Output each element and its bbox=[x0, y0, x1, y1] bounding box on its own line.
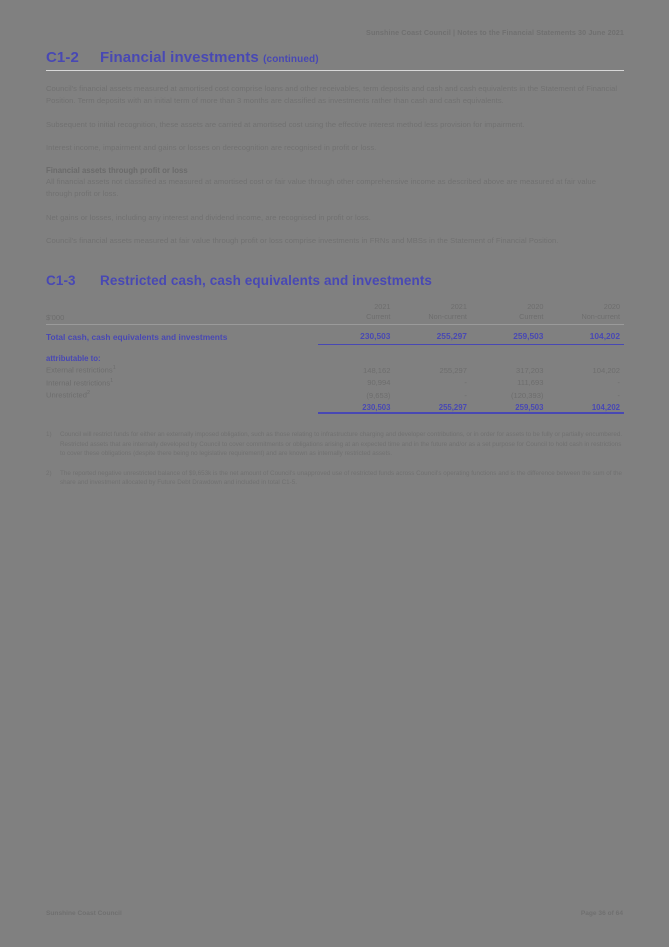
footnote-2-marker: 2) bbox=[46, 469, 52, 477]
grand-total-2021-current: 230,503 bbox=[318, 401, 394, 413]
table-row-grand-total bbox=[46, 401, 624, 413]
table-row-total bbox=[46, 324, 624, 345]
cell-external-2021-current: 148,162 bbox=[363, 365, 391, 375]
row-label-text: Internal restrictions bbox=[46, 378, 111, 388]
header-period: Non-current bbox=[581, 311, 620, 321]
section-number-c1-2: C1-2 bbox=[46, 49, 79, 66]
table-unit-label: $'000 bbox=[46, 302, 318, 324]
footnote-marker: 1 bbox=[110, 377, 114, 384]
row-total-2020-noncurrent: 104,202 bbox=[547, 324, 624, 345]
row-label-text: Unrestricted bbox=[46, 390, 87, 400]
grand-total-2020-current: 259,503 bbox=[471, 401, 548, 413]
row-label-unrestricted bbox=[46, 389, 318, 402]
table-header-2020-current bbox=[471, 302, 548, 324]
section-title-text-c1-2: Financial investments bbox=[100, 49, 259, 66]
table-row bbox=[46, 364, 624, 377]
subheading-fvtpl: Financial assets through profit or loss bbox=[46, 166, 188, 176]
grand-total-2020-noncurrent: 104,202 bbox=[547, 401, 624, 413]
section-heading-c1-2 bbox=[46, 49, 624, 66]
table-row bbox=[46, 389, 624, 402]
cell-external-2020-noncurrent: 104,202 bbox=[592, 365, 620, 375]
cell-internal-2020-noncurrent: - bbox=[617, 378, 620, 388]
cell-internal-2021-current: 90,994 bbox=[367, 378, 391, 388]
row-label-external-restrictions bbox=[46, 364, 318, 377]
header-year: 2021 bbox=[374, 302, 391, 312]
section-continued-label: (continued) bbox=[263, 54, 319, 65]
footnote-1-text: Council will restrict funds for either an externally imposed obligation, such as those relating to infrastructure charging and developer contributions, or in order for assets to be fully or partially encumbered. Restricted assets that are internally developed by Council to cover commitments or obligations arising at an expected time and in the future and/or as a set purpose for Council to hold cash in restrictions to cover these obligations (despite there being no legislative requirement) and are known as internally restricted assets. bbox=[60, 431, 623, 458]
cell-external-2020-current: 317,203 bbox=[516, 365, 544, 375]
running-header: Sunshine Coast Council | Notes to the Financial Statements 30 June 2021 bbox=[366, 28, 624, 37]
header-year: 2020 bbox=[603, 302, 620, 312]
header-period: Current bbox=[366, 311, 391, 321]
page-content bbox=[46, 28, 624, 498]
row-total-2021-current: 230,503 bbox=[318, 324, 394, 345]
page-footer bbox=[46, 910, 623, 917]
footnote-2-text: The reported negative unrestricted balance of $9,653k is the net amount of Council's unapproved use of restricted funds across Council's operating functions and is the difference between the sum of the share and investment allocated by Future Debt Drawdown and included in total C1-5. bbox=[60, 469, 623, 487]
row-label-total: Total cash, cash equivalents and investments bbox=[46, 331, 228, 342]
section-title-text-c1-3: Restricted cash, cash equivalents and investments bbox=[100, 273, 433, 289]
footer-organisation: Sunshine Coast Council bbox=[46, 910, 122, 917]
footnote-1-marker: 1) bbox=[46, 431, 52, 439]
footnote-marker: 2 bbox=[86, 390, 90, 397]
header-period: Non-current bbox=[428, 311, 467, 321]
restricted-cash-table bbox=[46, 302, 624, 414]
header-year: 2021 bbox=[450, 302, 467, 312]
section-number-c1-3: C1-3 bbox=[46, 273, 76, 289]
paragraph-net-gains: Net gains or losses, including any interest and dividend income, are recognised in profit or loss. bbox=[46, 212, 371, 222]
cell-internal-2020-current: 111,693 bbox=[517, 378, 544, 388]
section-heading-c1-3 bbox=[46, 273, 624, 288]
row-label-internal-restrictions bbox=[46, 376, 318, 389]
cell-external-2021-noncurrent: 255,297 bbox=[439, 365, 467, 375]
table-header-row bbox=[46, 302, 624, 324]
table-row-attributable-to bbox=[46, 345, 624, 364]
footnote-marker: 1 bbox=[112, 365, 116, 372]
footnote-2 bbox=[46, 469, 624, 488]
header-year: 2020 bbox=[527, 302, 544, 312]
cell-internal-2021-noncurrent: - bbox=[464, 378, 467, 388]
table-header-2020-noncurrent bbox=[547, 302, 624, 324]
heading-divider bbox=[46, 70, 624, 71]
row-label-text: External restrictions bbox=[46, 365, 113, 375]
paragraph-fvtpl-scope: All financial assets not classified as measured at amortised cost or fair value through other comprehensive income as described above are measured at fair value through profit or loss. bbox=[46, 177, 596, 198]
grand-total-2021-noncurrent: 255,297 bbox=[394, 401, 470, 413]
paragraph-frn-mbs: Council's financial assets measured at fair value through profit or loss comprise investments in FRNs and MBSs in the Statement of Financial Position. bbox=[46, 236, 559, 246]
table-header-2021-current bbox=[318, 302, 394, 324]
table-row bbox=[46, 376, 624, 389]
footnote-1 bbox=[46, 430, 624, 458]
table-header-2021-noncurrent bbox=[394, 302, 470, 324]
cell-unrestricted-2020-current: (120,393) bbox=[510, 390, 544, 400]
paragraph-amortised-cost: Council's financial assets measured at amortised cost comprise loans and other receivables, term deposits and cash and cash equivalents in the Statement of Financial Position. Term deposits with an initial term of more than 3 months are classified as investments rather than cash and cash equivalents. bbox=[46, 84, 618, 105]
attributable-to-label: attributable to: bbox=[46, 353, 101, 363]
paragraph-interest-income: Interest income, impairment and gains or losses on derecognition are recognised in profit or loss. bbox=[46, 143, 377, 153]
footer-page-number: Page 36 of 64 bbox=[580, 910, 623, 917]
grand-total-label bbox=[46, 401, 318, 413]
header-period: Current bbox=[519, 311, 544, 321]
cell-unrestricted-2020-noncurrent: - bbox=[617, 390, 620, 400]
cell-unrestricted-2021-noncurrent: - bbox=[464, 390, 467, 400]
row-total-2020-current: 259,503 bbox=[471, 324, 548, 345]
footnotes-block bbox=[46, 430, 624, 487]
cell-unrestricted-2021-current: (9,653) bbox=[366, 390, 391, 400]
row-total-2021-noncurrent: 255,297 bbox=[394, 324, 470, 345]
paragraph-subsequent-recognition: Subsequent to initial recognition, these assets are carried at amortised cost using the effective interest method less provision for impairment. bbox=[46, 119, 525, 129]
